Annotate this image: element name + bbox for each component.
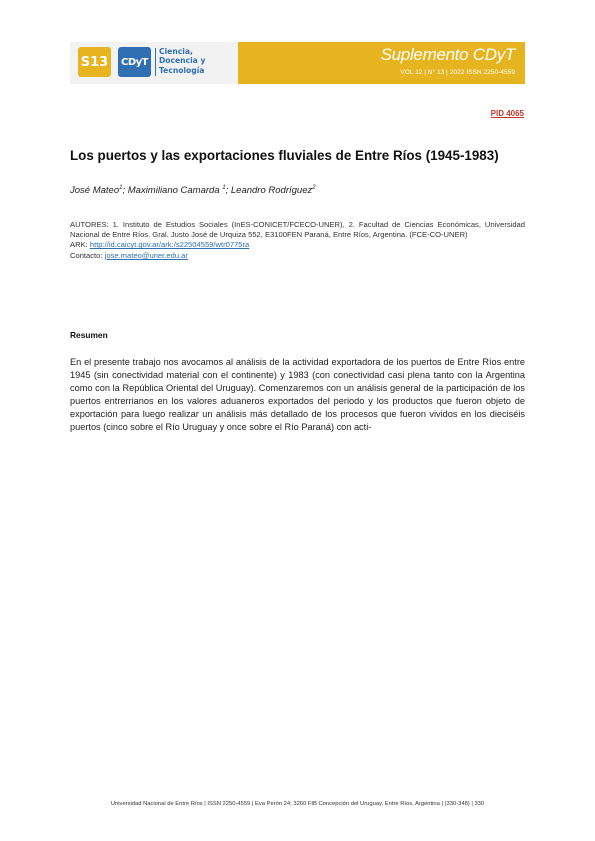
paper-title: Los puertos y las exportaciones fluviales de Entre Ríos (1945-1983) (70, 148, 499, 163)
s13-logo: S13 (78, 47, 111, 77)
cdyt-logo: CDyT (118, 47, 151, 77)
contact-email-link[interactable]: jose.mateo@uner.edu.ar (104, 250, 188, 260)
author-2: ; Maximiliano Camarda (122, 185, 223, 197)
cdyt-line-3: Tecnología (159, 65, 205, 75)
abstract-text: En el presente trabajo nos avocamos al análisis de la actividad exportadora de los puertos de Entre Ríos entre 1945 (sin conectividad material con el continente) y 1983 (con conectividad casi plena tanto con la Argentina como con la República Oriental del Uruguay). Comenzaremos con un análisis general de la participación de los puertos entrerrianos en los valores aduaneros exportados del periodo y los productos que fueron objeto de exportación para luego realizar un análisis más detallado de los procesos que fueron vividos en los dieciséis puertos (cinco sobre el Río Uruguay y once sobre el Río Paraná) con acti- (70, 357, 525, 432)
supplement-meta: VOL 12 | N° 13 | 2022 ISSN 2250-4559 (400, 69, 515, 76)
affiliation-block (70, 220, 525, 261)
ark-line (70, 240, 525, 250)
page-footer: Universidad Nacional de Entre Ríos | ISSN 2250-4559 | Eva Perón 24; 3260 FIB Concepción del Uruguay, Entre Ríos, Argentina | (330-348) | 330 (110, 801, 485, 807)
affiliation-text: AUTORES: 1. Instituto de Estudios Sociales (InES-CONICET/FCECO-UNER), 2. Facultad de Ciencias Económicas, Universidad Nacional de Entre Ríos. Gral. Justo José de Urquiza 552, E3100FEN Paraná, Entre Ríos, Argentina. (FCE-CO-UNER) (70, 220, 525, 240)
contact-label: Contacto: (70, 250, 103, 260)
author-1: José Mateo (70, 185, 120, 197)
cdyt-line-1: Ciencia, (159, 47, 193, 56)
author-2-sup: 1 (222, 185, 226, 191)
ark-label: ARK: (70, 240, 88, 250)
ark-link[interactable]: http://id.caicyt.gov.ar/ark:/s22504559/wtr0775ra (89, 240, 250, 250)
author-3-sup: 2 (312, 185, 316, 191)
supplement-title: Suplemento CDyT (380, 45, 515, 64)
contact-line (70, 251, 525, 261)
pid-link[interactable]: PID 4065 (490, 109, 524, 118)
cdyt-logo-text (159, 47, 229, 75)
author-list (70, 185, 530, 196)
logo-divider (155, 48, 156, 76)
cdyt-line-2: Docencia y (159, 56, 206, 66)
author-1-sup: 1 (119, 185, 123, 191)
author-3: ; Leandro Rodríguez (225, 185, 313, 197)
resumen-heading: Resumen (70, 330, 108, 340)
